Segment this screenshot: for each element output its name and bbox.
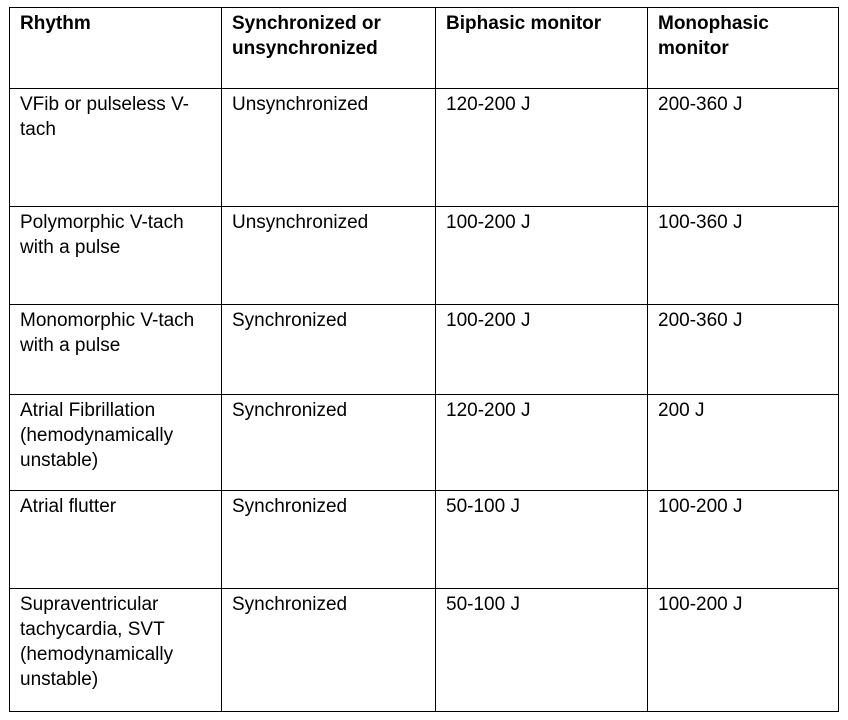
- cell-sync-mode: Unsynchronized: [222, 207, 436, 305]
- table-row: [10, 207, 839, 305]
- header-biphasic-monitor: Biphasic monitor: [436, 8, 648, 89]
- cell-sync-mode: Synchronized: [222, 305, 436, 395]
- cell-monophasic-energy: 100-200 J: [648, 491, 839, 589]
- table-row: [10, 305, 839, 395]
- table-row: [10, 589, 839, 712]
- cell-biphasic-energy: 100-200 J: [436, 207, 648, 305]
- cell-rhythm: Polymorphic V-tach with a pulse: [10, 207, 222, 305]
- cell-monophasic-energy: 100-200 J: [648, 589, 839, 712]
- cell-rhythm: Monomorphic V-tach with a pulse: [10, 305, 222, 395]
- cell-biphasic-energy: 50-100 J: [436, 589, 648, 712]
- cell-monophasic-energy: 100-360 J: [648, 207, 839, 305]
- table-header-row: [10, 8, 839, 89]
- table-row: [10, 395, 839, 491]
- cell-rhythm: Atrial Fibrillation (hemodynamically unstable): [10, 395, 222, 491]
- cell-rhythm: VFib or pulseless V-tach: [10, 89, 222, 207]
- cell-sync-mode: Synchronized: [222, 395, 436, 491]
- cell-biphasic-energy: 120-200 J: [436, 89, 648, 207]
- cell-rhythm: Supraventricular tachycardia, SVT (hemodynamically unstable): [10, 589, 222, 712]
- header-rhythm: Rhythm: [10, 8, 222, 89]
- cell-sync-mode: Unsynchronized: [222, 89, 436, 207]
- cell-sync-mode: Synchronized: [222, 589, 436, 712]
- cell-biphasic-energy: 50-100 J: [436, 491, 648, 589]
- cell-sync-mode: Synchronized: [222, 491, 436, 589]
- table-row: [10, 89, 839, 207]
- header-sync-mode: Synchronized or unsynchronized: [222, 8, 436, 89]
- table-row: [10, 491, 839, 589]
- cell-monophasic-energy: 200-360 J: [648, 305, 839, 395]
- cell-biphasic-energy: 100-200 J: [436, 305, 648, 395]
- cell-biphasic-energy: 120-200 J: [436, 395, 648, 491]
- cardioversion-energy-table: [9, 7, 839, 712]
- cell-monophasic-energy: 200 J: [648, 395, 839, 491]
- cell-monophasic-energy: 200-360 J: [648, 89, 839, 207]
- header-monophasic-monitor: Monophasic monitor: [648, 8, 839, 89]
- cell-rhythm: Atrial flutter: [10, 491, 222, 589]
